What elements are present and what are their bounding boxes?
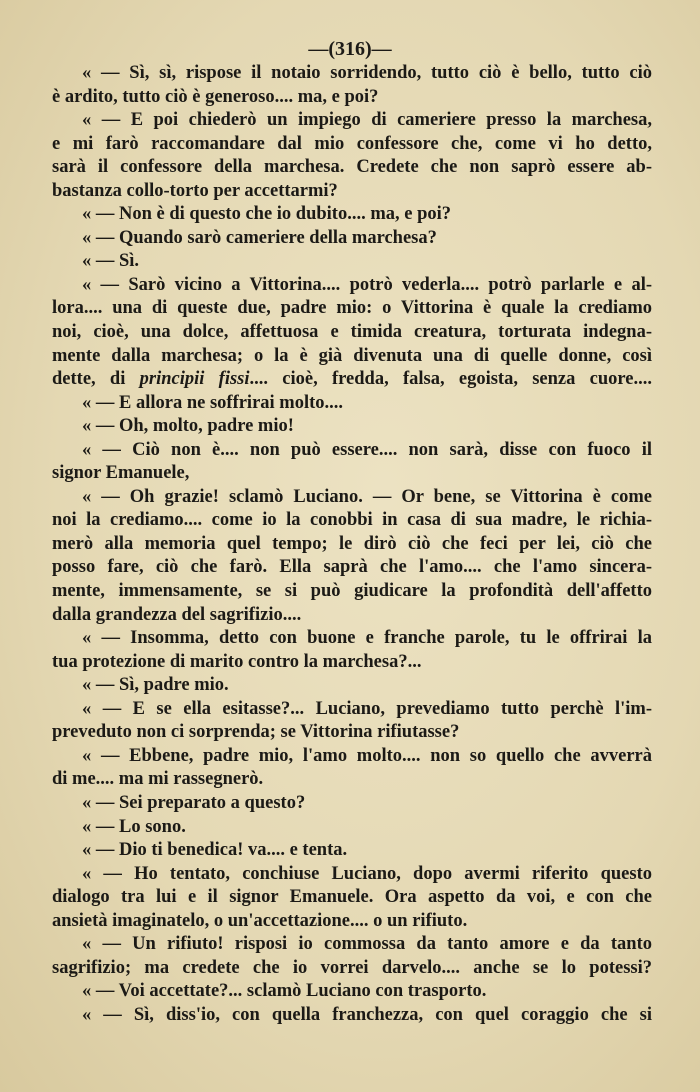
text-line: ansietà imaginatelo, o un'accettazione.... o un rifiuto. [52, 910, 468, 931]
text-line: « — Lo sono. [82, 816, 186, 837]
text-line: merò alla memoria quel tempo; le dirò ciò che feci per lei, ciò che [52, 533, 652, 554]
text-line: « — Ho tentato, conchiuse Luciano, dopo avermi riferito questo [82, 863, 652, 884]
text-line: dalla grandezza del sagrifizio.... [52, 604, 302, 625]
text-line: « — Non è di questo che io dubito.... ma, e poi? [82, 204, 452, 225]
text-line: bastanza collo-torto per accettarmi? [52, 180, 338, 201]
page-number: —(316)— [308, 38, 392, 60]
text-line: noi la crediamo.... come io la conobbi in casa di sua madre, le richia- [52, 510, 652, 531]
text-line: « — Oh, molto, padre mio! [82, 416, 294, 437]
text-line: noi, cioè, una dolce, affettuosa e timida creatura, torturata indegna- [52, 322, 652, 343]
text-line: « — Sì, sì, rispose il notaio sorridendo, tutto ciò è bello, tutto ciò [82, 63, 652, 83]
text-line: « — Un rifiuto! risposi io commossa da tanto amore e da tanto [82, 934, 652, 955]
text-line: « — Sì, padre mio. [82, 675, 229, 696]
text-line: dialogo tra lui e il signor Emanuele. Ora aspetto da voi, e con che [52, 887, 652, 908]
text-line: è ardito, tutto ciò è generoso.... ma, e poi? [52, 86, 379, 107]
text-line: « — Insomma, detto con buone e franche parole, tu le offrirai la [82, 628, 652, 649]
text-line: « — Quando sarò cameriere della marchesa? [82, 227, 437, 248]
text-line: « — Oh grazie! sclamò Luciano. — Or bene, se Vittorina è come [82, 486, 652, 507]
text-line: sarà il confessore della marchesa. Credete che non saprò essere ab- [52, 157, 652, 178]
text-line: « — Voi accettate?... sclamò Luciano con trasporto. [82, 981, 487, 1002]
text-line: « — Dio ti benedica! va.... e tenta. [82, 840, 348, 861]
text-line: posso fare, ciò che farò. Ella saprà che l'amo.... che l'amo sincera- [52, 557, 652, 578]
body-text [52, 62, 652, 1027]
text-line: dette, di principii fissi.... cioè, fredda, falsa, egoista, senza cuore.... [52, 369, 652, 390]
text-line: « — Sì, diss'io, con quella franchezza, con quel coraggio che si [82, 1004, 652, 1025]
text-line: « — Ebbene, padre mio, l'amo molto.... non so quello che avverrà [82, 745, 652, 766]
text-line: e mi farò raccomandare dal mio confessore che, come vi ho detto, [52, 133, 652, 154]
text-line: mente, immensamente, se si può giudicare la profondità dell'affetto [52, 581, 652, 602]
text-line: sagrifizio; ma credete che io vorrei darvelo.... anche se lo potessi? [52, 957, 652, 978]
text-line: tua protezione di marito contro la marchesa?... [52, 651, 422, 672]
text-line: preveduto non ci sorprenda; se Vittorina rifiutasse? [52, 722, 460, 743]
text-line: « — E se ella esitasse?... Luciano, prevediamo tutto perchè l'im- [82, 698, 652, 719]
text-line: « — Sì. [82, 251, 140, 272]
text-line: « — E poi chiederò un impiego di cameriere presso la marchesa, [82, 110, 652, 131]
text-line: « — Ciò non è.... non può essere.... non sarà, disse con fuoco il [82, 439, 652, 460]
text-line: mente dalla marchesa; o la è già divenuta una di quelle donne, così [52, 345, 652, 366]
text-line: signor Emanuele, [52, 463, 190, 484]
text-line: « — Sarò vicino a Vittorina.... potrò vederla.... potrò parlarle e al- [82, 274, 652, 295]
text-line: di me.... ma mi rassegnerò. [52, 769, 264, 790]
text-line: « — E allora ne soffrirai molto.... [82, 392, 344, 413]
text-line: « — Sei preparato a questo? [82, 792, 306, 813]
text-line: lora.... una di queste due, padre mio: o Vittorina è quale la crediamo [52, 298, 652, 319]
